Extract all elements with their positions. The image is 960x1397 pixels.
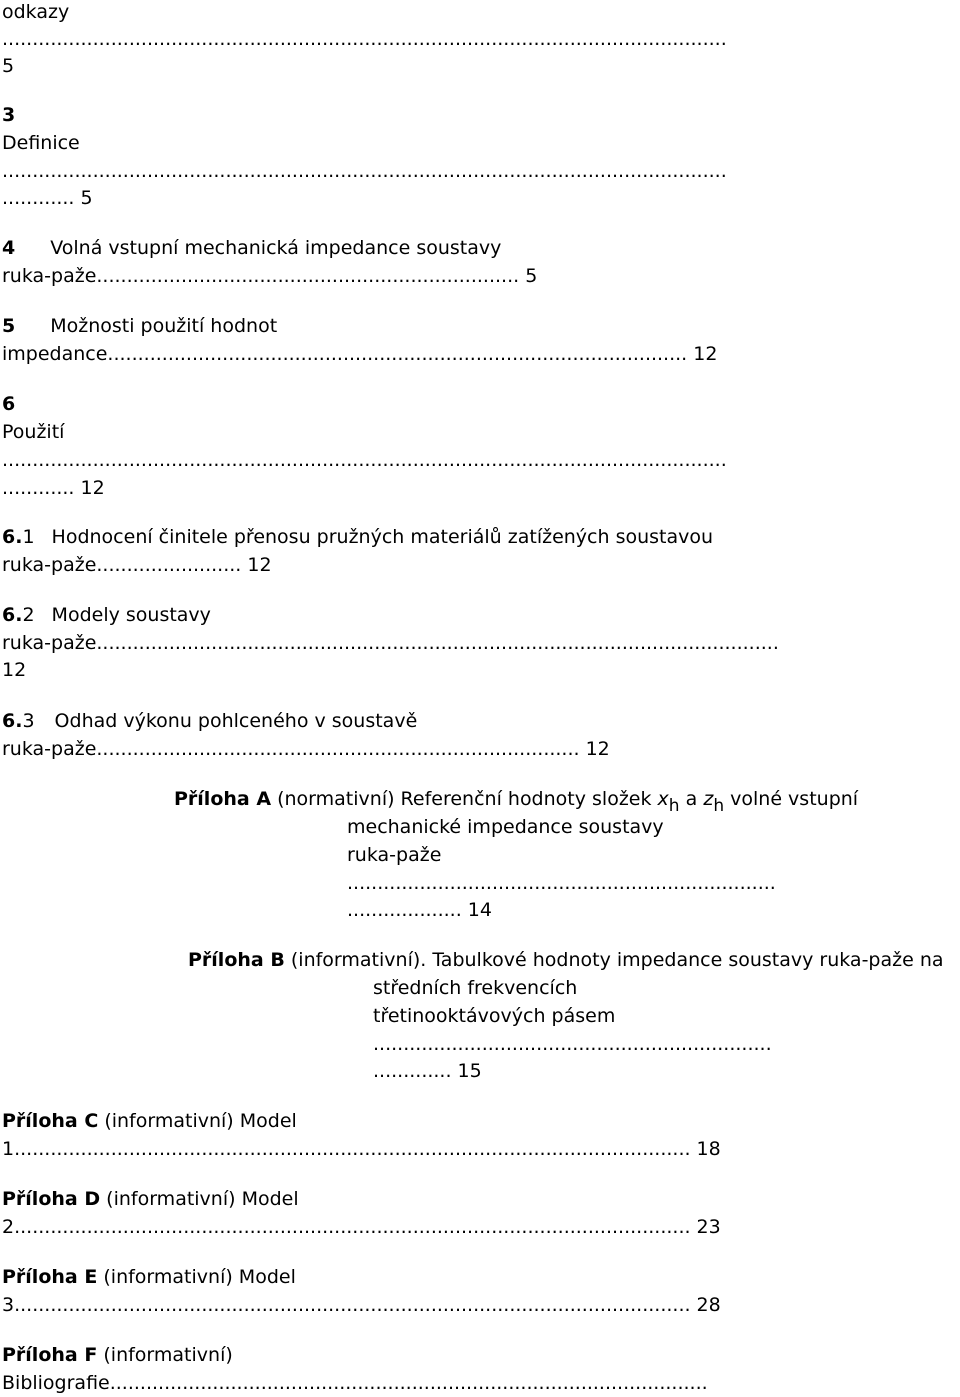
section-6-2-title: Modely soustavy [51,604,211,626]
annex-a-subscript-h2: h [713,796,725,816]
section-6-3-title: Odhad výkonu pohlceného v soustavě [54,710,418,732]
annex-c-page-line: 1................................................................................................................ 18 [2,1138,721,1160]
annex-f-label: Příloha F [2,1344,98,1366]
annex-a-label: Příloha A [174,788,272,810]
annex-a-page-line: ................... 14 [347,899,492,921]
annex-a-dot-leader: ....................................................................... [347,872,776,894]
annex-b-dot-leader: .................................................................. [373,1033,772,1055]
annex-a-title-end: volné vstupní [730,788,859,810]
section-5-page-line: impedance................................................................................................ 12 [2,343,718,365]
section-6-title: Použití [2,421,65,443]
annex-d-heading [2,1187,299,1211]
annex-d-label: Příloha D [2,1188,101,1210]
annex-e-heading [2,1265,296,1289]
section-6-3-page-line: ruka-paže................................................................................ 12 [2,738,610,760]
annex-a-title-start: (normativní) Referenční hodnoty složek [277,788,652,810]
section-5-number: 5 [2,315,16,337]
section-6-1-number-suffix: 1 [22,526,35,548]
annex-e-label: Příloha E [2,1266,98,1288]
toc-page-number: 5 [2,55,15,77]
section-3-page-line: ............ 5 [2,187,93,209]
section-6-dot-leader: ........................................................................................................................ [2,449,727,471]
section-6-page-line: ............ 12 [2,477,105,499]
annex-c-title: (informativní) Model [104,1110,297,1132]
annex-a-subscript-h1: h [668,796,680,816]
toc-line-odkazy: odkazy [2,1,70,23]
annex-d-title: (informativní) Model [106,1188,299,1210]
section-6-2-dot-leader: ruka-paže................................................................................................................. [2,632,779,654]
annex-a-symbol-z: z [703,788,714,810]
section-6-1-number-prefix: 6. [2,526,23,548]
annex-a-heading [174,787,859,816]
annex-f-title: (informativní) [103,1344,233,1366]
annex-b-heading [188,948,944,972]
section-6-2-page-number: 12 [2,659,27,681]
section-5-heading [2,314,277,338]
toc-dot-leader: ........................................................................................................................ [2,28,727,50]
section-3-title: Definice [2,132,80,154]
section-6-1-heading [2,525,713,549]
section-4-number: 4 [2,237,16,259]
annex-a-title-line-2: mechanické impedance soustavy [347,816,664,838]
annex-b-title-line-3: třetinooktávových pásem [373,1005,616,1027]
section-6-number: 6 [2,393,16,415]
annex-d-page-line: 2................................................................................................................ 23 [2,1216,721,1238]
annex-b-page-line: ............. 15 [373,1060,482,1082]
annex-b-title-line-2: středních frekvencích [373,977,578,999]
annex-a-title-line-3: ruka-paže [347,844,442,866]
section-6-3-heading [2,709,417,733]
annex-b-title-start: (informativní). Tabulkové hodnoty impedance soustavy ruka-paže na [290,949,944,971]
annex-a-symbol-x: x [657,788,669,810]
annex-c-heading [2,1109,297,1133]
section-6-2-number-prefix: 6. [2,604,23,626]
section-3-number: 3 [2,104,16,126]
annex-e-page-line: 3................................................................................................................ 28 [2,1294,721,1316]
section-6-1-page-line: ruka-paže........................ 12 [2,554,272,576]
annex-b-label: Příloha B [188,949,285,971]
annex-f-page-line: Bibliografie................................................................................................... [2,1372,708,1394]
section-4-page-line: ruka-paže...................................................................... 5 [2,265,538,287]
annex-c-label: Příloha C [2,1110,99,1132]
section-6-2-number-suffix: 2 [22,604,35,626]
section-4-heading [2,236,501,260]
annex-e-title: (informativní) Model [103,1266,296,1288]
section-3-dot-leader: ........................................................................................................................ [2,160,727,182]
section-6-2-heading [2,603,211,627]
section-5-title: Možnosti použití hodnot [50,315,278,337]
annex-f-heading [2,1343,233,1367]
section-6-3-number-prefix: 6. [2,710,23,732]
annex-a-conjunction: a [685,788,698,810]
section-4-title: Volná vstupní mechanická impedance soustavy [50,237,502,259]
section-6-3-number-suffix: 3 [22,710,35,732]
section-6-1-title: Hodnocení činitele přenosu pružných materiálů zatížených soustavou [51,526,714,548]
